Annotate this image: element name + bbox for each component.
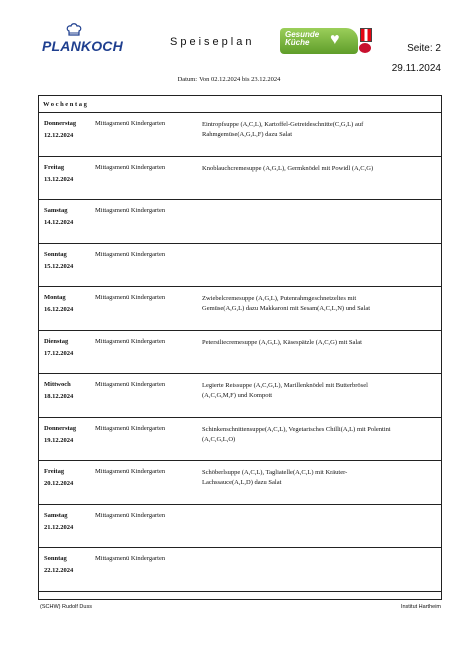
day-date: 20.12.2024 <box>44 480 74 487</box>
day-date: 17.12.2024 <box>44 349 74 357</box>
table-row <box>39 418 441 462</box>
day-name: Donnerstag <box>44 120 77 127</box>
day-name: Sonntag <box>44 555 67 562</box>
menu-type: Mittagsmenü Kindergarten <box>95 468 166 475</box>
page-title: Speiseplan <box>170 36 255 48</box>
menu-description: Petersiliecremesuppe (A,G,L), Käsespätzle (A,C,G) mit Salat <box>202 338 362 346</box>
day-date: 19.12.2024 <box>44 436 74 444</box>
menu-type: Mittagsmenü Kindergarten <box>95 424 166 432</box>
day-name: Samstag <box>44 207 68 214</box>
table-header: Wochentag <box>39 96 441 113</box>
day-name: Samstag <box>44 511 68 519</box>
print-date: 29.11.2024 <box>391 63 441 74</box>
menu-description: Eintropfsuppe (A,C,L), Kartoffel-Getreideschnitte(C,G,L) auf Rahmgemüse(A,G,L,F) dazu Salat <box>202 121 364 138</box>
chef-hat-icon <box>66 22 82 38</box>
table-row <box>39 548 441 592</box>
table-row <box>39 287 441 331</box>
table-row <box>39 244 441 288</box>
day-date: 13.12.2024 <box>44 175 74 183</box>
badge-label: Gesunde Küche <box>285 30 320 47</box>
table-row <box>39 157 441 201</box>
day-name: Donnerstag <box>44 424 77 432</box>
day-date: 12.12.2024 <box>44 132 74 139</box>
day-name: Montag <box>44 294 66 301</box>
day-name: Dienstag <box>44 337 69 345</box>
table-row <box>39 374 441 418</box>
plankoch-logo: PLANKOCH <box>42 38 123 54</box>
menu-type: Mittagsmenü Kindergarten <box>95 555 166 562</box>
table-row <box>39 113 441 157</box>
day-date: 18.12.2024 <box>44 393 74 400</box>
coat-of-arms-icon <box>360 28 372 42</box>
menu-type: Mittagsmenü Kindergarten <box>95 250 166 258</box>
day-date: 21.12.2024 <box>44 523 74 531</box>
table-row <box>39 200 441 244</box>
day-name: Freitag <box>44 468 65 475</box>
menu-type: Mittagsmenü Kindergarten <box>95 381 166 388</box>
menu-type: Mittagsmenü Kindergarten <box>95 120 166 127</box>
date-range-value: Von 02.12.2024 bis 23.12.2024 <box>199 76 281 83</box>
date-range-label: Datum: <box>177 76 198 83</box>
page-number: Seite: 2 <box>407 43 441 54</box>
table-row <box>39 461 441 505</box>
footer-institution: Institut Hartheim <box>400 604 441 610</box>
day-date: 15.12.2024 <box>44 262 74 270</box>
day-name: Freitag <box>44 163 65 171</box>
table-row <box>39 331 441 375</box>
day-date: 22.12.2024 <box>44 567 74 574</box>
day-date: 16.12.2024 <box>44 306 74 313</box>
date-range <box>0 76 460 83</box>
menu-type: Mittagsmenü Kindergarten <box>95 337 166 345</box>
heart-icon: ♥ <box>330 31 340 48</box>
menu-table <box>38 95 442 600</box>
menu-type: Mittagsmenü Kindergarten <box>95 294 166 301</box>
footer-author: (SCHW) Rudolf Duss <box>40 604 92 610</box>
menu-description: Legierte Reissuppe (A,C,G,L), Marillenknödel mit Butterbrösel (A,C,G,M,F) und Kompott <box>202 382 368 399</box>
menu-description: Zwiebelcremesuppe (A,G,L), Putenrahmgeschnetzeltes mit Gemüse(A,G,L) dazu Makkaroni mit Sesam(A,C,L,N) und Salat <box>202 295 371 312</box>
day-name: Sonntag <box>44 250 67 258</box>
menu-description: Knoblauchcremesuppe (A,G,L), Germknödel mit Powidl (A,C,G) <box>202 164 374 172</box>
table-row <box>39 505 441 549</box>
menu-type: Mittagsmenü Kindergarten <box>95 207 166 214</box>
menu-description: Schöberlsuppe (A,C,L), Tagliatelle(A,C,L) mit Kräuter-Lachssauce(A,L,D) dazu Salat <box>202 469 348 486</box>
menu-type: Mittagsmenü Kindergarten <box>95 511 166 519</box>
day-name: Mittwoch <box>44 381 71 388</box>
menu-type: Mittagsmenü Kindergarten <box>95 163 166 171</box>
menu-description: Schinkenschnittensuppe(A,C,L), Vegetarisches Chilli(A,L) mit Polentini (A,C,G,L,O) <box>202 425 391 443</box>
round-seal-icon <box>359 43 371 53</box>
day-date: 14.12.2024 <box>44 219 74 226</box>
